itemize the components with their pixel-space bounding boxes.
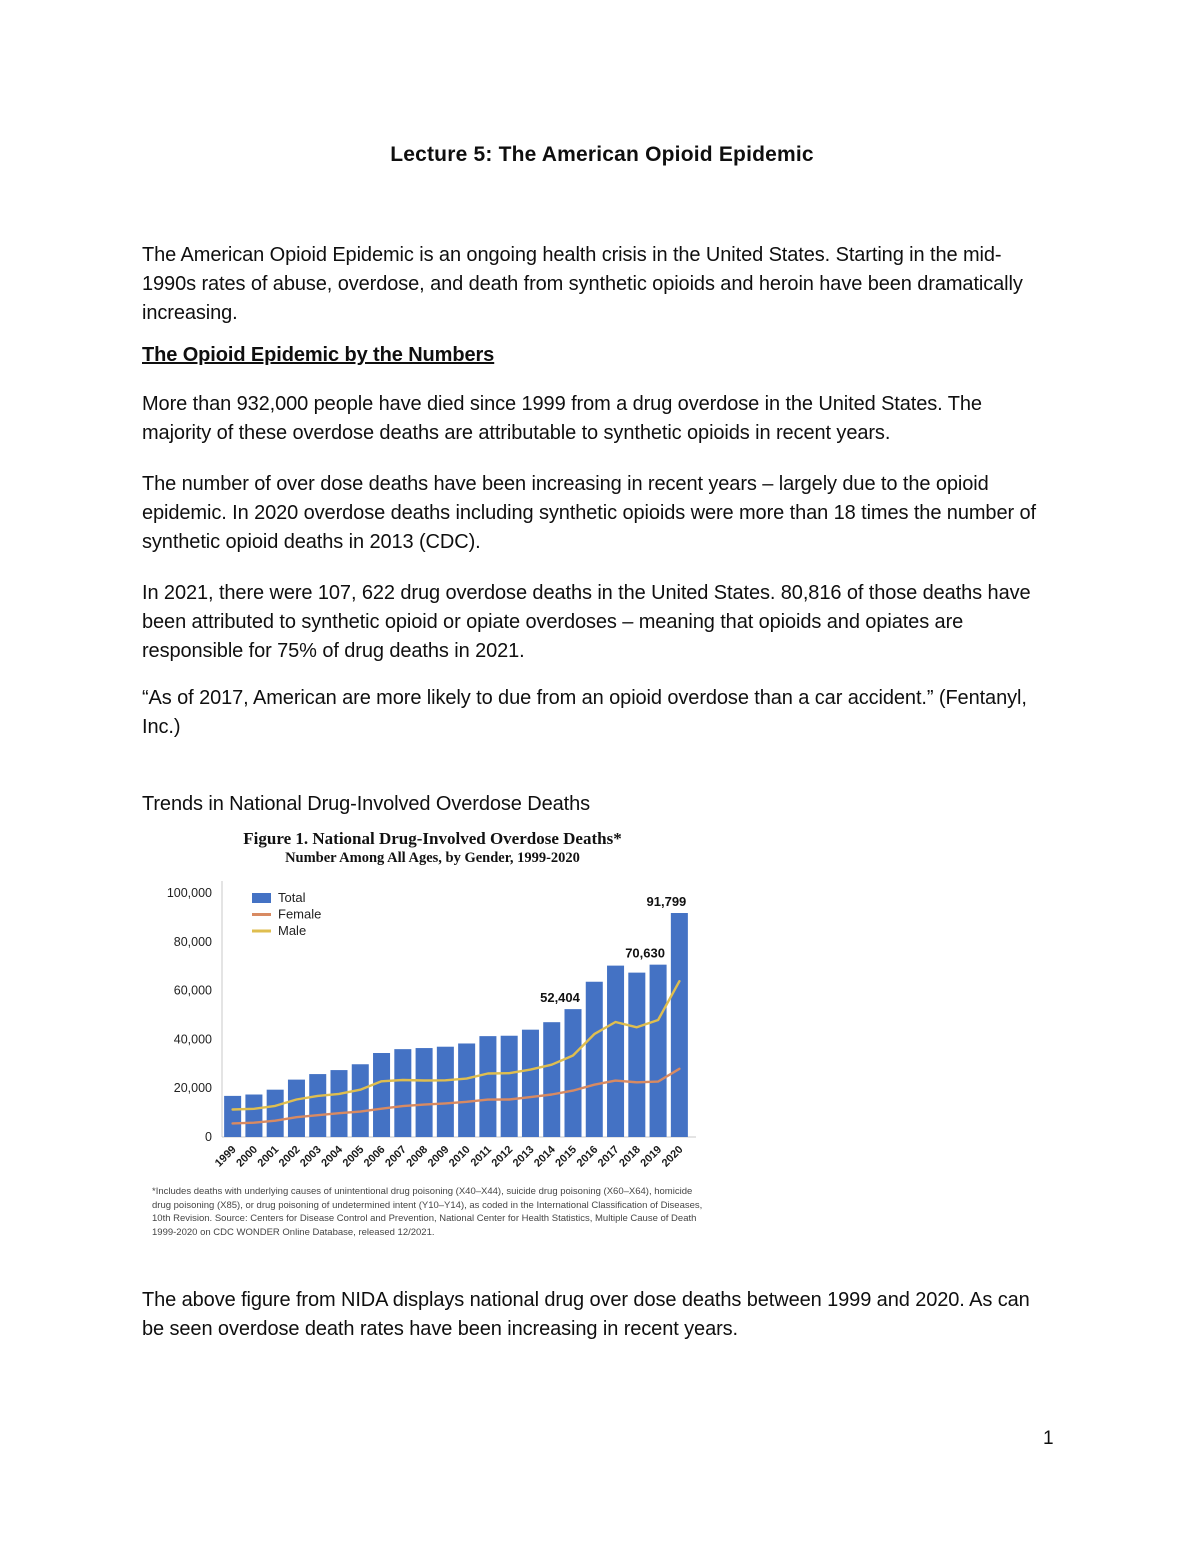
numbers-section-heading: The Opioid Epidemic by the Numbers — [142, 344, 495, 366]
data-label-2015: 52,404 — [540, 990, 580, 1006]
legend-label-female: Female — [278, 906, 322, 922]
x-tick-label-2013: 2013 — [510, 1143, 537, 1170]
x-tick-label-2012: 2012 — [489, 1143, 516, 1170]
bar-2012 — [501, 1036, 518, 1137]
x-tick-label-2010: 2010 — [446, 1143, 473, 1170]
bar-2015 — [564, 1009, 581, 1137]
figure-subtitle: Number Among All Ages, by Gender, 1999-2020 — [285, 850, 580, 866]
document-title: Lecture 5: The American Opioid Epidemic — [390, 143, 814, 166]
figure-title: Figure 1. National Drug-Involved Overdose Deaths* — [243, 829, 622, 848]
data-label-2020: 91,799 — [646, 894, 687, 909]
figure-footnote: *Includes deaths with underlying causes of unintentional drug poisoning (X40–X44), suicide drug poisoning (X60–X64), homicide drug poisoning (X85), or drug poisoning of undetermined intent (Y10–Y14), as coded in the International Classification of Diseases, 10th Revision. Source: Centers for Disease Control and Prevention, National Center for Health Statistics, Multiple Cause of Death 1999-2020 on CDC WONDER Online Database, released 12/2021. — [152, 1186, 703, 1238]
bar-2019 — [650, 965, 667, 1137]
bar-2003 — [309, 1074, 326, 1137]
legend-label-total: Total — [278, 890, 306, 905]
x-tick-label-2000: 2000 — [234, 1143, 261, 1170]
figure-caption-paragraph: The above figure from NIDA displays national drug over dose deaths between 1999 and 2020. As can be seen overdose death rates have been increasing in recent years. — [142, 1289, 1030, 1340]
bar-2017 — [607, 966, 624, 1137]
bar-2000 — [245, 1095, 262, 1137]
bar-2006 — [373, 1053, 390, 1137]
bar-2002 — [288, 1080, 305, 1137]
y-tick-label: 20,000 — [173, 1081, 212, 1096]
x-tick-label-2016: 2016 — [574, 1143, 601, 1170]
x-tick-label-2004: 2004 — [319, 1143, 346, 1170]
page-number: 1 — [1043, 1428, 1054, 1449]
bar-2001 — [267, 1090, 284, 1137]
bar-2010 — [458, 1043, 475, 1137]
x-tick-label-2008: 2008 — [404, 1143, 431, 1170]
x-tick-label-2003: 2003 — [298, 1143, 324, 1170]
bar-2009 — [437, 1047, 454, 1137]
y-tick-label: 0 — [205, 1130, 212, 1144]
bar-2020 — [671, 913, 688, 1137]
overdose-deaths-chart — [150, 873, 715, 1175]
trends-heading: Trends in National Drug-Involved Overdose Deaths — [142, 793, 591, 815]
x-tick-label-2014: 2014 — [532, 1143, 558, 1170]
x-tick-label-2006: 2006 — [361, 1143, 388, 1170]
x-tick-label-2005: 2005 — [340, 1143, 367, 1170]
bar-2014 — [543, 1022, 560, 1137]
bar-2007 — [394, 1049, 411, 1137]
quote-paragraph: “As of 2017, American are more likely to due from an opioid overdose than a car accident.” (Fentanyl, Inc.) — [142, 687, 1027, 738]
y-tick-label: 40,000 — [173, 1032, 212, 1047]
data-label-2019: 70,630 — [625, 945, 665, 961]
bar-2011 — [479, 1036, 496, 1137]
bar-2016 — [586, 982, 603, 1137]
bar-2005 — [352, 1064, 369, 1137]
bar-2004 — [330, 1070, 347, 1137]
bar-2018 — [628, 973, 645, 1137]
figure-1-container — [150, 828, 715, 1239]
x-tick-label-2009: 2009 — [425, 1143, 452, 1170]
x-tick-label-2007: 2007 — [383, 1143, 409, 1170]
y-tick-label: 80,000 — [173, 934, 212, 949]
x-tick-label-2017: 2017 — [595, 1143, 622, 1170]
legend-label-male: Male — [278, 923, 307, 938]
x-tick-label-2019: 2019 — [638, 1143, 665, 1170]
bar-1999 — [224, 1096, 241, 1137]
x-tick-label-2011: 2011 — [468, 1143, 495, 1170]
bar-2013 — [522, 1030, 539, 1137]
numbers-paragraph-3: In 2021, there were 107, 622 drug overdose deaths in the United States. 80,816 of those deaths have been attributed to synthetic opioid or opiate overdoses – meaning that opioids and opiates are responsible for 75% of drug deaths in 2021. — [142, 582, 1031, 662]
x-tick-label-1999: 1999 — [212, 1143, 239, 1170]
x-tick-label-2020: 2020 — [659, 1143, 686, 1170]
numbers-paragraph-1: More than 932,000 people have died since 1999 from a drug overdose in the United States. The majority of these overdose deaths are attributable to synthetic opioids in recent years. — [142, 393, 982, 444]
y-tick-label: 100,000 — [166, 886, 212, 900]
legend-swatch-total — [252, 893, 271, 903]
bar-2008 — [416, 1048, 433, 1137]
x-tick-label-2018: 2018 — [617, 1143, 643, 1170]
intro-paragraph: The American Opioid Epidemic is an ongoing health crisis in the United States. Starting in the mid-1990s rates of abuse, overdose, and death from synthetic opioids and heroin have been dramatically increasing. — [142, 244, 1023, 324]
x-tick-label-2001: 2001 — [255, 1143, 282, 1170]
numbers-paragraph-2: The number of over dose deaths have been increasing in recent years – largely due to the opioid epidemic. In 2020 overdose deaths including synthetic opioids were more than 18 times the number of synthetic opioid deaths in 2013 (CDC). — [142, 473, 1036, 553]
y-tick-label: 60,000 — [173, 983, 212, 998]
x-tick-label-2015: 2015 — [553, 1143, 580, 1170]
x-tick-label-2002: 2002 — [276, 1143, 303, 1170]
